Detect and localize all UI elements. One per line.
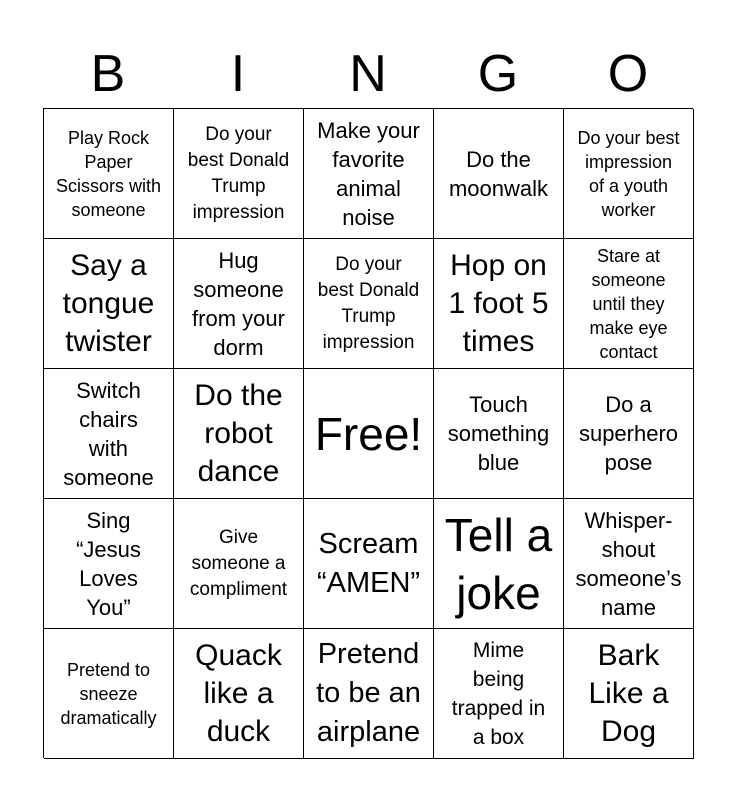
free-space-cell[interactable] <box>304 369 434 499</box>
bingo-cell-text: Do your best Donald Trump impression <box>317 253 420 353</box>
bingo-cell-text: Do the robot dance <box>194 378 283 488</box>
header-letter-b: B <box>90 45 126 103</box>
bingo-cell[interactable] <box>434 499 564 629</box>
bingo-cell[interactable] <box>434 369 564 499</box>
bingo-cell[interactable] <box>174 369 304 499</box>
bingo-cell-text: Switch chairs with someone <box>63 377 154 490</box>
bingo-cell[interactable] <box>304 499 434 629</box>
bingo-cell[interactable] <box>564 629 694 759</box>
bingo-cell-text: Mime being trapped in a box <box>451 638 546 749</box>
bingo-cell[interactable] <box>174 499 304 629</box>
bingo-cell-text: Give someone a compliment <box>189 526 288 600</box>
bingo-header <box>43 40 693 108</box>
bingo-cell[interactable] <box>174 629 304 759</box>
bingo-board <box>43 108 693 758</box>
bingo-cell-text: Pretend to be an airplane <box>316 638 421 748</box>
free-space-text: Free! <box>314 407 423 460</box>
bingo-cell-text: Pretend to sneeze dramatically <box>60 659 157 728</box>
bingo-cell[interactable] <box>564 369 694 499</box>
bingo-cell-text: Stare at someone until they make eye contact <box>589 245 668 362</box>
bingo-cell[interactable] <box>304 109 434 239</box>
bingo-cell[interactable] <box>44 369 174 499</box>
bingo-cell[interactable] <box>44 239 174 369</box>
bingo-cell[interactable] <box>434 629 564 759</box>
bingo-cell-text: Scream “AMEN” <box>316 527 421 599</box>
bingo-cell[interactable] <box>44 629 174 759</box>
bingo-cell-text: Do the moonwalk <box>448 146 549 201</box>
bingo-cell-text: Whisper- shout someone’s name <box>575 507 682 620</box>
bingo-cell-text: Touch something blue <box>447 392 550 475</box>
bingo-cell[interactable] <box>304 239 434 369</box>
bingo-cell-text: Hug someone from your dorm <box>192 247 285 360</box>
bingo-cell[interactable] <box>434 239 564 369</box>
bingo-cell-text: Play Rock Paper Scissors with someone <box>55 127 162 220</box>
bingo-cell-text: Hop on 1 foot 5 times <box>448 248 549 358</box>
header-letter-g: G <box>477 45 519 103</box>
header-letter-n: N <box>349 45 387 103</box>
header-letter-i: I <box>230 45 246 103</box>
bingo-cell-text: Quack like a duck <box>195 638 282 748</box>
bingo-cell[interactable] <box>44 109 174 239</box>
bingo-cell-text: Sing “Jesus Loves You” <box>76 507 141 620</box>
bingo-cell[interactable] <box>174 109 304 239</box>
bingo-cell[interactable] <box>304 629 434 759</box>
bingo-cell[interactable] <box>564 499 694 629</box>
bingo-cell-text: Tell a joke <box>444 508 553 619</box>
header-letter-o: O <box>607 45 649 103</box>
bingo-cell-text: Do your best impression of a youth worker <box>577 127 680 220</box>
bingo-cell-text: Do your best Donald Trump impression <box>187 123 290 223</box>
bingo-cell[interactable] <box>434 109 564 239</box>
bingo-cell[interactable] <box>564 109 694 239</box>
bingo-cell[interactable] <box>44 499 174 629</box>
bingo-cell-text: Say a tongue twister <box>62 248 155 358</box>
bingo-cell[interactable] <box>564 239 694 369</box>
bingo-cell-text: Bark Like a Dog <box>588 638 669 748</box>
bingo-cell-text: Make your favorite animal noise <box>317 117 420 230</box>
bingo-cell[interactable] <box>174 239 304 369</box>
bingo-cell-text: Do a superhero pose <box>578 392 679 475</box>
